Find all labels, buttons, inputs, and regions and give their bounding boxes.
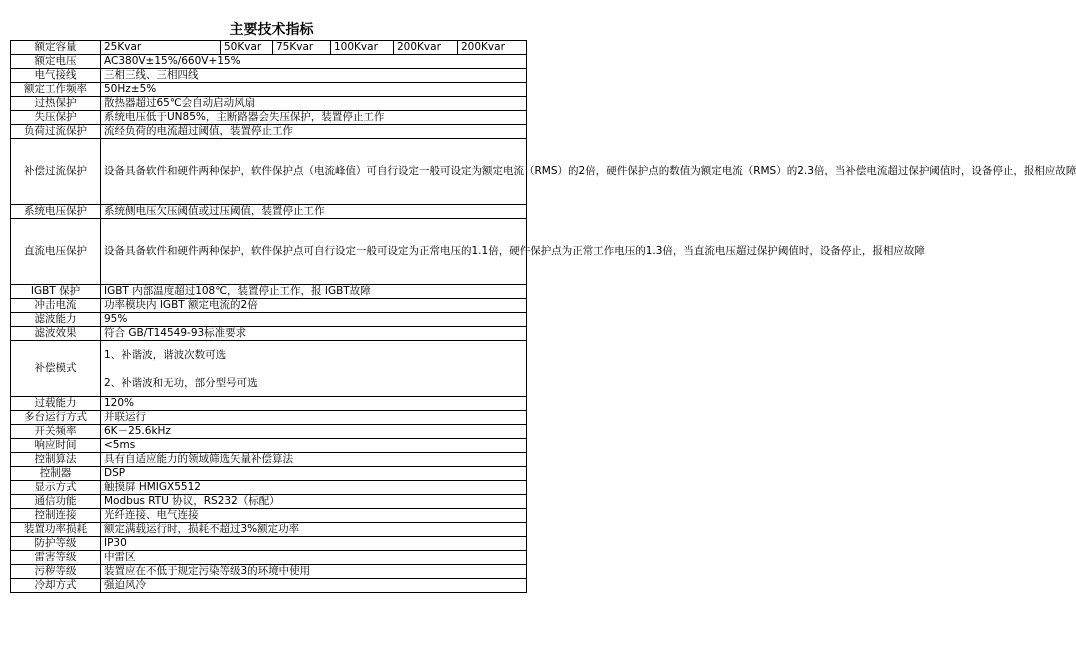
row-label: 雷害等级: [11, 551, 101, 565]
row-value: 120%: [101, 397, 527, 411]
row-label: 额定容量: [11, 41, 101, 55]
row-value: 50Hz±5%: [101, 83, 527, 97]
row-label: 装置功率损耗: [11, 523, 101, 537]
row-label: 补偿模式: [11, 341, 101, 397]
row-label: 电气接线: [11, 69, 101, 83]
table-row: [11, 111, 527, 125]
row-value: 触摸屏 HMIGX5512: [101, 481, 527, 495]
row-label: 失压保护: [11, 111, 101, 125]
row-label: 过载能力: [11, 397, 101, 411]
row-value: [101, 341, 527, 397]
row-label: 控制算法: [11, 453, 101, 467]
table-row: [11, 205, 527, 219]
row-label: 控制器: [11, 467, 101, 481]
table-row: [11, 97, 527, 111]
table-row: [11, 425, 527, 439]
row-label: 控制连接: [11, 509, 101, 523]
capacity-option: 75Kvar: [273, 41, 331, 55]
row-label: 冷却方式: [11, 579, 101, 593]
table-row: [11, 439, 527, 453]
table-row: [11, 551, 527, 565]
row-value: 系统侧电压欠压阈值或过压阈值，装置停止工作: [101, 205, 527, 219]
capacity-option: 100Kvar: [331, 41, 394, 55]
row-value: AC380V±15%/660V+15%: [101, 55, 527, 69]
table-row: [11, 219, 527, 285]
table-row: [11, 125, 527, 139]
row-value: 系统电压低于UN85%，主断路器会失压保护，装置停止工作: [101, 111, 527, 125]
spec-table: [10, 40, 1076, 593]
row-label: 额定电压: [11, 55, 101, 69]
row-label: 滤波效果: [11, 327, 101, 341]
table-row: [11, 83, 527, 97]
table-row: [11, 299, 527, 313]
row-value: DSP: [101, 467, 527, 481]
mode-option: 1、补谐波，谐波次数可选: [104, 348, 227, 361]
table-row: [11, 313, 527, 327]
row-label: 显示方式: [11, 481, 101, 495]
table-row: [11, 327, 527, 341]
row-value: 功率模块内 IGBT 额定电流的2倍: [101, 299, 527, 313]
row-label: 防护等级: [11, 537, 101, 551]
table-row: [11, 523, 527, 537]
row-value: 光纤连接、电气连接: [101, 509, 527, 523]
row-value: 并联运行: [101, 411, 527, 425]
table-row: [11, 411, 527, 425]
capacity-option: 200Kvar: [458, 41, 527, 55]
row-value: IP30: [101, 537, 527, 551]
row-value: 强迫风冷: [101, 579, 527, 593]
row-value: 中雷区: [101, 551, 527, 565]
row-value: 流经负荷的电流超过阈值，装置停止工作: [101, 125, 527, 139]
table-row: [11, 55, 527, 69]
table-row: [11, 397, 527, 411]
mode-option: 2、补谐波和无功，部分型号可选: [104, 376, 258, 389]
row-value: 95%: [101, 313, 527, 327]
row-label: 额定工作频率: [11, 83, 101, 97]
row-label: 滤波能力: [11, 313, 101, 327]
table-row: [11, 509, 527, 523]
row-label: 负荷过流保护: [11, 125, 101, 139]
page-title: 主要技术指标: [229, 22, 314, 38]
table-row: [11, 139, 527, 205]
table-row: [11, 41, 527, 55]
table-row: [11, 495, 527, 509]
row-value: 额定满载运行时，损耗不超过3%额定功率: [101, 523, 527, 537]
row-value: <5ms: [101, 439, 527, 453]
row-value: 设备具备软件和硬件两种保护，软件保护点（电流峰值）可自行设定一般可设定为额定电流（RMS）的2倍，硬件保护点的数值为额定电流（RMS）的2.3倍，当补偿电流超过保护阈值时，设备停止，报相应故障: [101, 139, 527, 205]
row-label: 污秽等级: [11, 565, 101, 579]
row-label: 通信功能: [11, 495, 101, 509]
capacity-option: 200Kvar: [394, 41, 458, 55]
row-value: 装置应在不低于规定污染等级3的环境中使用: [101, 565, 527, 579]
table-row: [11, 565, 527, 579]
row-value: 符合 GB/T14549-93标准要求: [101, 327, 527, 341]
table-row: [11, 341, 527, 397]
row-value: 散热器超过65℃会自动启动风扇: [101, 97, 527, 111]
row-label: 冲击电流: [11, 299, 101, 313]
table-row: [11, 69, 527, 83]
row-label: 多台运行方式: [11, 411, 101, 425]
table-row: [11, 537, 527, 551]
table-row: [11, 467, 527, 481]
row-label: 开关频率: [11, 425, 101, 439]
row-label: IGBT 保护: [11, 285, 101, 299]
row-value: 三相三线、三相四线: [101, 69, 527, 83]
row-label: 补偿过流保护: [11, 139, 101, 205]
table-row: [11, 579, 527, 593]
capacity-option: 50Kvar: [221, 41, 273, 55]
row-value: 设备具备软件和硬件两种保护，软件保护点可自行设定一般可设定为正常电压的1.1倍，硬件保护点为正常工作电压的1.3倍，当直流电压超过保护阈值时，设备停止，报相应故障: [101, 219, 527, 285]
row-label: 过热保护: [11, 97, 101, 111]
row-value: Modbus RTU 协议，RS232（标配）: [101, 495, 527, 509]
row-value: IGBT 内部温度超过108℃，装置停止工作，报 IGBT故障: [101, 285, 527, 299]
row-label: 响应时间: [11, 439, 101, 453]
table-row: [11, 453, 527, 467]
row-label: 直流电压保护: [11, 219, 101, 285]
table-row: [11, 481, 527, 495]
row-value: 6K－25.6kHz: [101, 425, 527, 439]
row-value: 具有自适应能力的领域筛选矢量补偿算法: [101, 453, 527, 467]
capacity-option: 25Kvar: [101, 41, 221, 55]
row-label: 系统电压保护: [11, 205, 101, 219]
table-row: [11, 285, 527, 299]
